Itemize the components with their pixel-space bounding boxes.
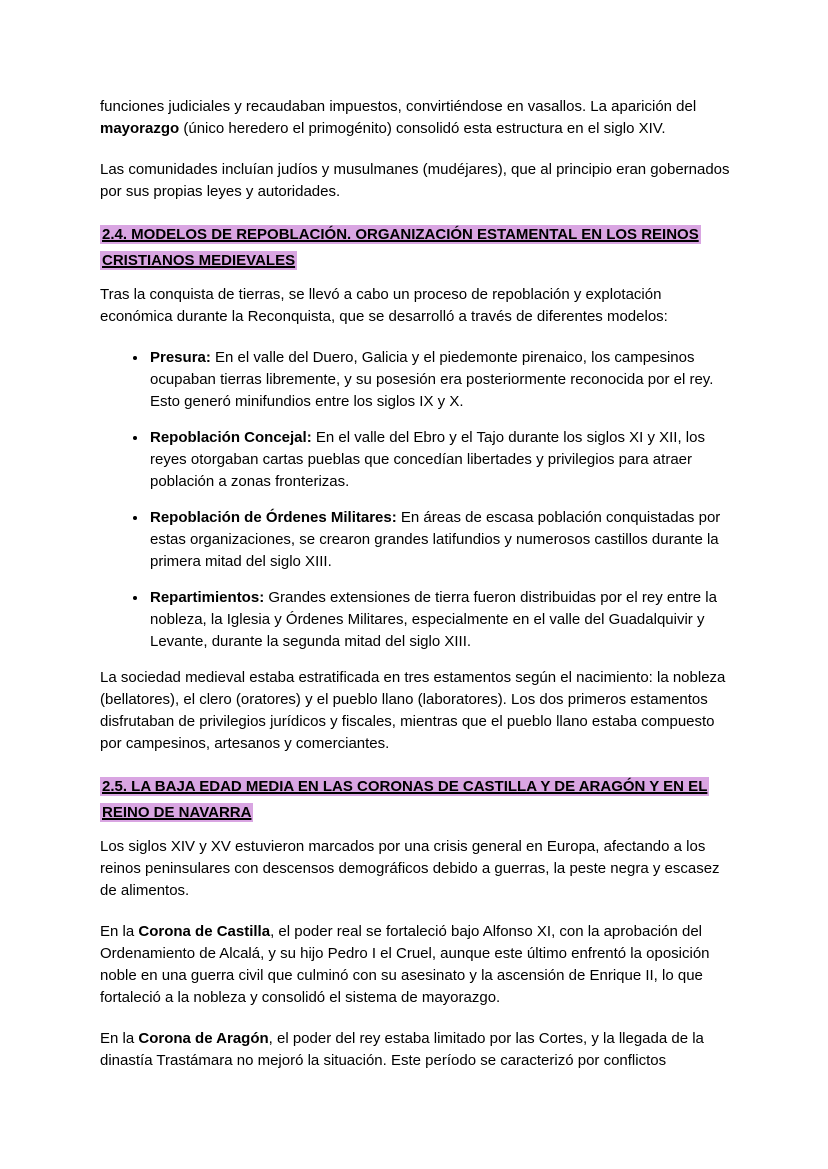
text-segment: , el poder del rey estaba limitado por las Cortes, y la llegada de la dinastía Trastámara no mejoró la situación. Este período se caracterizó por conflictos (100, 1030, 704, 1069)
bold-text-segment: Repartimientos: (150, 589, 265, 606)
text-segment: En el valle del Duero, Galicia y el piedemonte pirenaico, los campesinos ocupaban tierras libremente, y su posesión era posteriormente reconocida por el rey. Esto generó minifundios entre los siglos IX y X. (150, 349, 714, 410)
paragraph (100, 284, 735, 328)
text-segment: En la (100, 1030, 139, 1047)
paragraph (100, 667, 735, 755)
list-item (148, 347, 735, 413)
text-segment: Los siglos XIV y XV estuvieron marcados por una crisis general en Europa, afectando a los reinos peninsulares con descensos demográficos debido a guerras, la peste negra y escasez de alimentos. (100, 838, 720, 899)
text-segment: funciones judiciales y recaudaban impuestos, convirtiéndose en vasallos. La aparición del (100, 98, 697, 115)
text-segment: En áreas de escasa población conquistadas por estas organizaciones, se crearon grandes latifundios y numerosos castillos durante la primera mitad del siglo XIII. (150, 509, 721, 570)
bullet-list (100, 347, 735, 653)
paragraph (100, 96, 735, 140)
bold-text-segment: Corona de Aragón (138, 1030, 269, 1047)
text-segment: La sociedad medieval estaba estratificada en tres estamentos según el nacimiento: la nobleza (bellatores), el clero (oratores) y el pueblo llano (laboratores). Los dos primeros estamentos disfrutaban de privilegios jurídicos y fiscales, mientras que el pueblo llano estaba compuesto por campesinos, artesanos y comerciantes. (100, 669, 726, 752)
heading-highlight (100, 777, 709, 822)
section-heading-2.5 (100, 774, 735, 826)
list-item (148, 587, 735, 653)
text-segment: Las comunidades incluían judíos y musulmanes (mudéjares), que al principio eran gobernados por sus propias leyes y autoridades. (100, 161, 730, 200)
heading-highlight (100, 225, 701, 270)
bold-text-segment: Presura: (150, 349, 211, 366)
bold-text-segment: 2.4. MODELOS DE REPOBLACIÓN. ORGANIZACIÓN ESTAMENTAL EN LOS REINOS CRISTIANOS MEDIEVALES (102, 226, 699, 269)
bold-text-segment: 2.5. LA BAJA EDAD MEDIA EN LAS CORONAS DE CASTILLA Y DE ARAGÓN Y EN EL REINO DE NAVARRA (102, 778, 708, 821)
list-item (148, 507, 735, 573)
text-segment: En el valle del Ebro y el Tajo durante los siglos XI y XII, los reyes otorgaban cartas pueblas que concedían libertades y privilegios para atraer población a zonas fronterizas. (150, 429, 705, 490)
document-content (100, 96, 735, 1072)
paragraph (100, 921, 735, 1009)
bold-text-segment: Repoblación de Órdenes Militares: (150, 509, 397, 526)
bold-text-segment: Repoblación Concejal: (150, 429, 312, 446)
bold-text-segment: Corona de Castilla (138, 923, 271, 940)
text-segment: Grandes extensiones de tierra fueron distribuidas por el rey entre la nobleza, la Iglesia y Órdenes Militares, especialmente en el valle del Guadalquivir y Levante, durante la segunda mitad del siglo XIII. (150, 589, 717, 650)
text-segment: Tras la conquista de tierras, se llevó a cabo un proceso de repoblación y explotación económica durante la Reconquista, que se desarrolló a través de diferentes modelos: (100, 286, 668, 325)
paragraph (100, 1028, 735, 1072)
text-segment: (único heredero el primogénito) consolidó esta estructura en el siglo XIV. (179, 120, 666, 137)
paragraph (100, 159, 735, 203)
bold-text-segment: mayorazgo (100, 120, 180, 137)
text-segment: , el poder real se fortaleció bajo Alfonso XI, con la aprobación del Ordenamiento de Alcalá, y su hijo Pedro I el Cruel, aunque este último enfrentó la oposición noble en una guerra civil que culminó con su asesinato y la ascensión de Enrique II, lo que fortaleció a la nobleza y consolidó el sistema de mayorazgo. (100, 923, 710, 1006)
paragraph (100, 836, 735, 902)
list-item (148, 427, 735, 493)
text-segment: En la (100, 923, 139, 940)
section-heading-2.4 (100, 222, 735, 274)
